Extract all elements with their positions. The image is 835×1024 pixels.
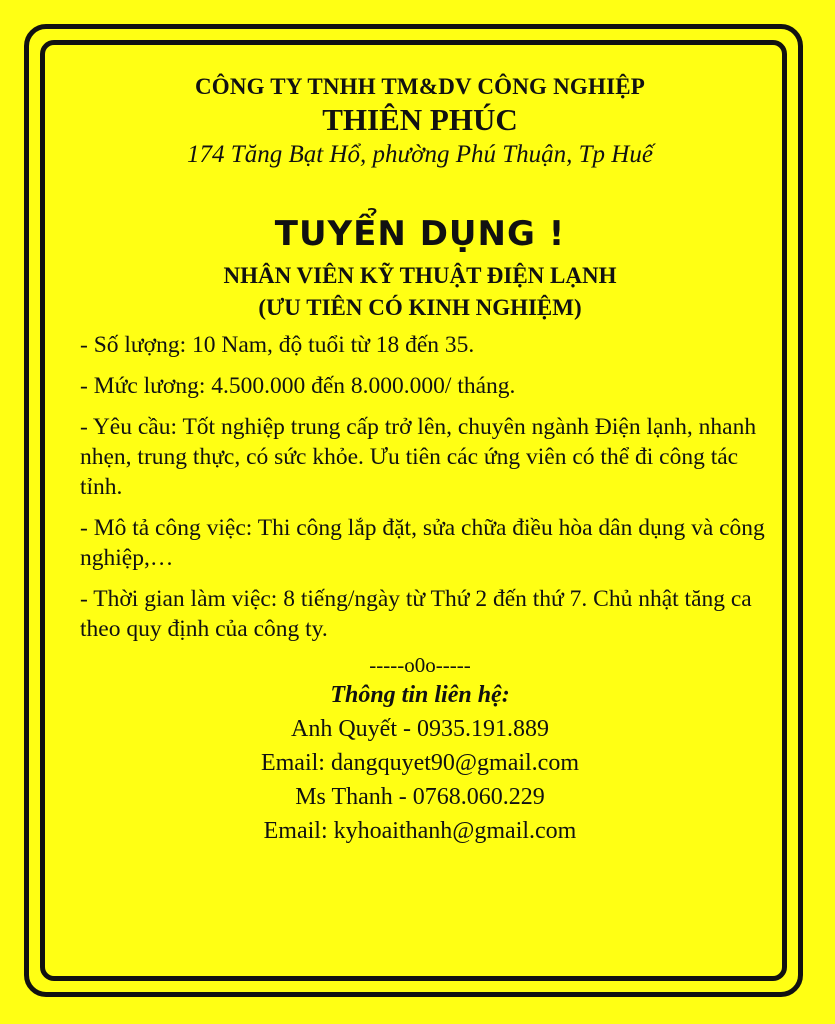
contact-title: Thông tin liên hệ: bbox=[330, 682, 510, 708]
contact-email-quyet[interactable]: Email: dangquyet90@gmail.com bbox=[260, 750, 580, 776]
page-title: TUYỂN DỤNG ! bbox=[274, 214, 566, 254]
company-address: 174 Tăng Bạt Hổ, phường Phú Thuận, Tp Huế bbox=[187, 141, 653, 168]
detail-requirements: - Yêu cầu: Tốt nghiệp trung cấp trở lên, chuyên ngành Điện lạnh, nhanh nhẹn, trung thực, có sức khỏe. Ưu tiên các ứng viên có thể đi công tác tỉnh. bbox=[80, 414, 757, 500]
company-name: THIÊN PHÚC bbox=[322, 102, 518, 137]
job-details bbox=[70, 330, 770, 644]
contact-email-thanh[interactable]: Email: kyhoaithanh@gmail.com bbox=[263, 818, 577, 844]
position-note: (ƯU TIÊN CÓ KINH NGHIỆM) bbox=[258, 295, 582, 320]
divider: -----o0o----- bbox=[369, 653, 471, 677]
detail-quantity: - Số lượng: 10 Nam, độ tuổi từ 18 đến 35. bbox=[80, 332, 475, 358]
detail-description: - Mô tả công việc: Thi công lắp đặt, sửa chữa điều hòa dân dụng và công nghiệp,… bbox=[80, 515, 765, 571]
company-type: CÔNG TY TNHH TM&DV CÔNG NGHIỆP bbox=[194, 74, 646, 99]
position-title: NHÂN VIÊN KỸ THUẬT ĐIỆN LẠNH bbox=[223, 263, 617, 288]
detail-salary: - Mức lương: 4.500.000 đến 8.000.000/ tháng. bbox=[80, 373, 516, 399]
contact-phone-thanh[interactable]: Ms Thanh - 0768.060.229 bbox=[295, 784, 545, 810]
detail-working-hours: - Thời gian làm việc: 8 tiếng/ngày từ Thứ 2 đến thứ 7. Chủ nhật tăng ca theo quy định của công ty. bbox=[80, 586, 752, 642]
contact-phone-quyet[interactable]: Anh Quyết - 0935.191.889 bbox=[291, 716, 549, 742]
job-posting bbox=[70, 70, 770, 848]
